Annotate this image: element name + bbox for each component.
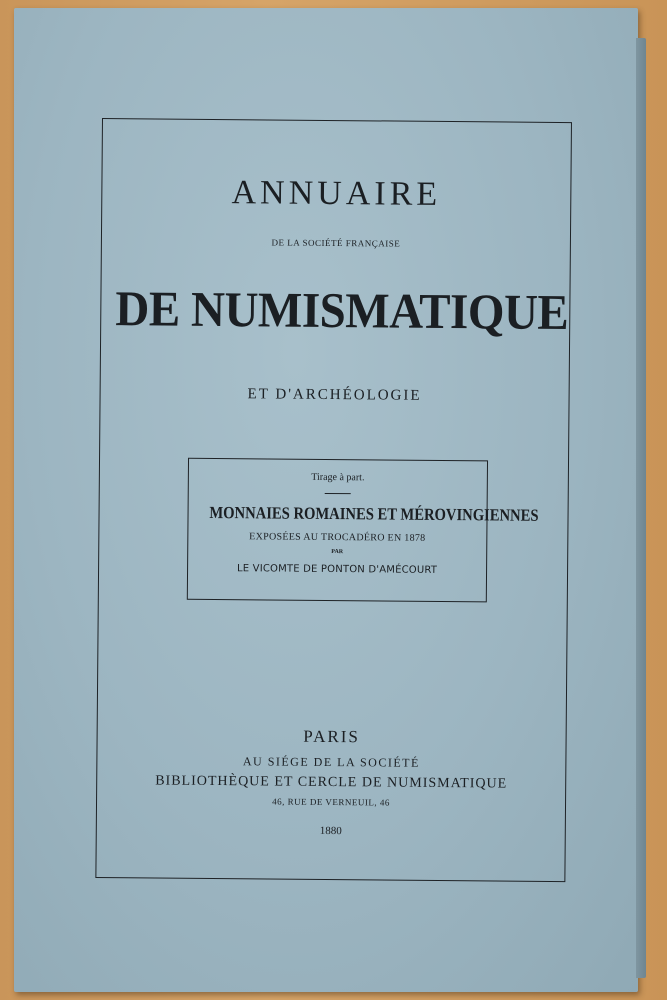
title-annuaire: ANNUAIRE [231,174,442,213]
subtitle-archeologie: ET D'ARCHÉOLOGIE [247,386,422,404]
cover-border-frame [95,118,572,882]
imprint-city: PARIS [303,726,361,747]
title-numismatique: DE NUMISMATIQUE [115,280,569,341]
societe-line: DE LA SOCIÉTÉ FRANÇAISE [271,237,401,249]
article-heading: MONNAIES ROMAINES ET MÉROVINGIENNES [209,502,539,525]
imprint-address: 46, RUE DE VERNEUIL, 46 [272,796,390,808]
offprint-box [187,458,539,603]
imprint-year: 1880 [319,824,342,838]
imprint-bibliotheque: BIBLIOTHÈQUE ET CERCLE DE NUMISMATIQUE [155,773,508,792]
tirage-label: Tirage à part. [311,471,365,484]
author-name: LE VICOMTE DE PONTON D'AMÉCOURT [236,563,438,576]
imprint-siege: AU SIÉGE DE LA SOCIÉTÉ [242,754,420,770]
par-label: PAR [331,549,344,556]
short-rule [325,493,351,494]
article-subheading: EXPOSÉES AU TROCADÉRO EN 1878 [249,531,426,544]
booklet-cover [14,8,638,992]
